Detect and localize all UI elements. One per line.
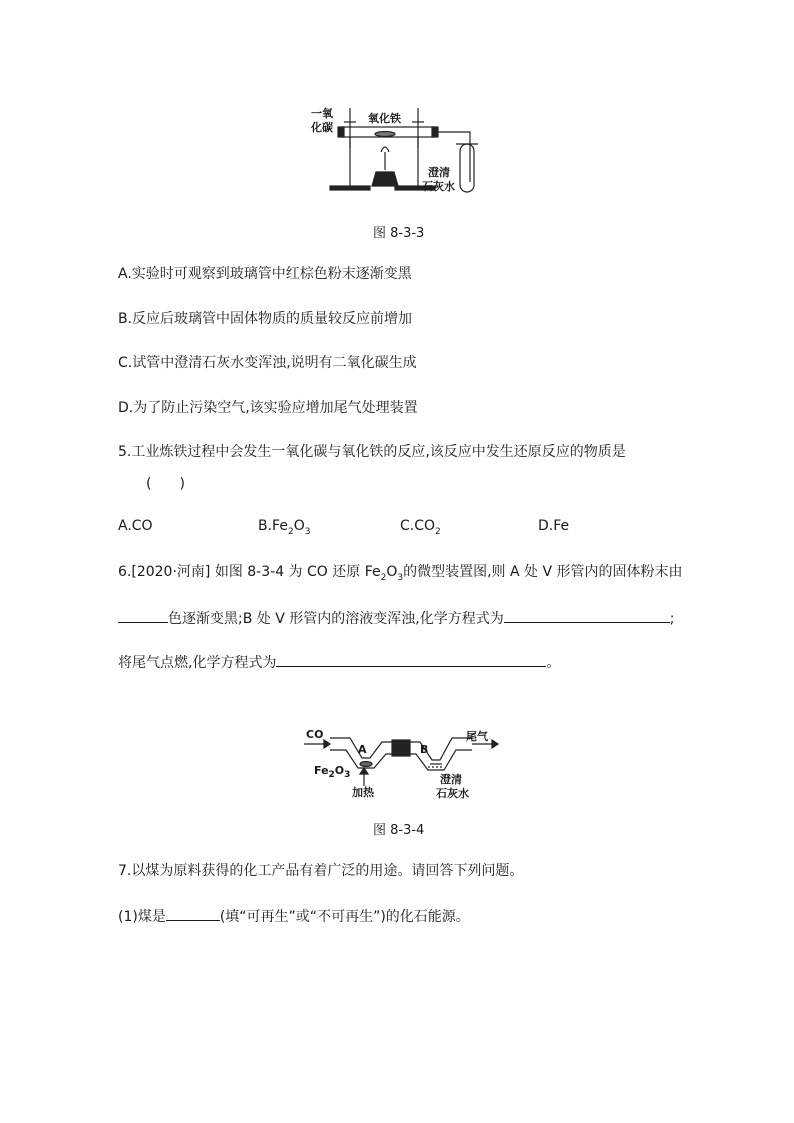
q5-option-c: $C.CO_2$ <box>400 518 441 537</box>
q7-stem: 7.以煤为原料获得的化工产品有着广泛的用途。请回答下列问题。 <box>118 863 524 879</box>
label-a: A <box>358 743 367 756</box>
label-limewater-line1: 澄清 <box>428 166 450 179</box>
figure-8-3-4-caption: 图 8-3-4 <box>373 823 425 838</box>
label-co-line1: 一氧 <box>311 107 333 120</box>
q4-option-d: D.为了防止污染空气,该实验应增加尾气处理装置 <box>118 400 418 416</box>
label-limewater-line2: 石灰水 <box>422 180 455 193</box>
label-limewater-line2: 石灰水 <box>436 787 469 800</box>
q6-line2: 色逐渐变黑;B 处 V 形管内的溶液变浑浊,化学方程式为 ; <box>118 608 674 629</box>
q6-blank-equation-2[interactable] <box>276 652 546 667</box>
q5-option-b: $B.Fe_2O_3$ <box>258 518 311 537</box>
q4-option-c: C.试管中澄清石灰水变浑浊,说明有二氧化碳生成 <box>118 355 417 371</box>
q6-source: 6.[2020·河南] <box>118 564 211 580</box>
figure-8-3-3 <box>310 98 490 208</box>
q7-blank-1[interactable] <box>166 906 220 921</box>
q6-blank-color[interactable] <box>118 608 168 623</box>
label-co-line2: 化碳 <box>311 121 333 134</box>
q4-option-a: A.实验时可观察到玻璃管中红棕色粉末逐渐变黑 <box>118 266 412 282</box>
label-tail-gas: 尾气 <box>466 730 488 743</box>
label-limewater-line1: 澄清 <box>440 773 462 786</box>
q5-stem: 5.工业炼铁过程中会发生一氧化碳与氧化铁的反应,该反应中发生还原反应的物质是 <box>118 444 626 460</box>
label-b: B <box>420 743 429 756</box>
figure-8-3-4 <box>300 728 510 800</box>
label-iron-oxide: 氧化铁 <box>368 112 401 125</box>
q7-sub1: (1)煤是 (填“可再生”或“不可再生”)的化石能源。 <box>118 906 470 927</box>
label-co: CO <box>306 728 324 741</box>
q4-option-b: B.反应后玻璃管中固体物质的质量较反应前增加 <box>118 311 413 327</box>
q5-option-d: D.Fe <box>538 518 570 534</box>
q6-line3: 将尾气点燃,化学方程式为 。 <box>118 652 560 673</box>
q5-option-a: A.CO <box>118 518 153 534</box>
q5-answer-paren: ( ) <box>146 476 185 492</box>
label-heating: 加热 <box>352 786 374 799</box>
q6-line1: 6.[2020·河南] 如图 8-3-4 为 CO 还原 $Fe_2O_3$的微型装置图,则 A 处 V 形管内的固体粉末由 <box>118 564 683 583</box>
q6-blank-equation-1[interactable] <box>504 608 670 623</box>
label-fe2o3: $Fe_2O_3$ <box>314 764 351 781</box>
figure-8-3-3-caption: 图 8-3-3 <box>373 226 425 241</box>
